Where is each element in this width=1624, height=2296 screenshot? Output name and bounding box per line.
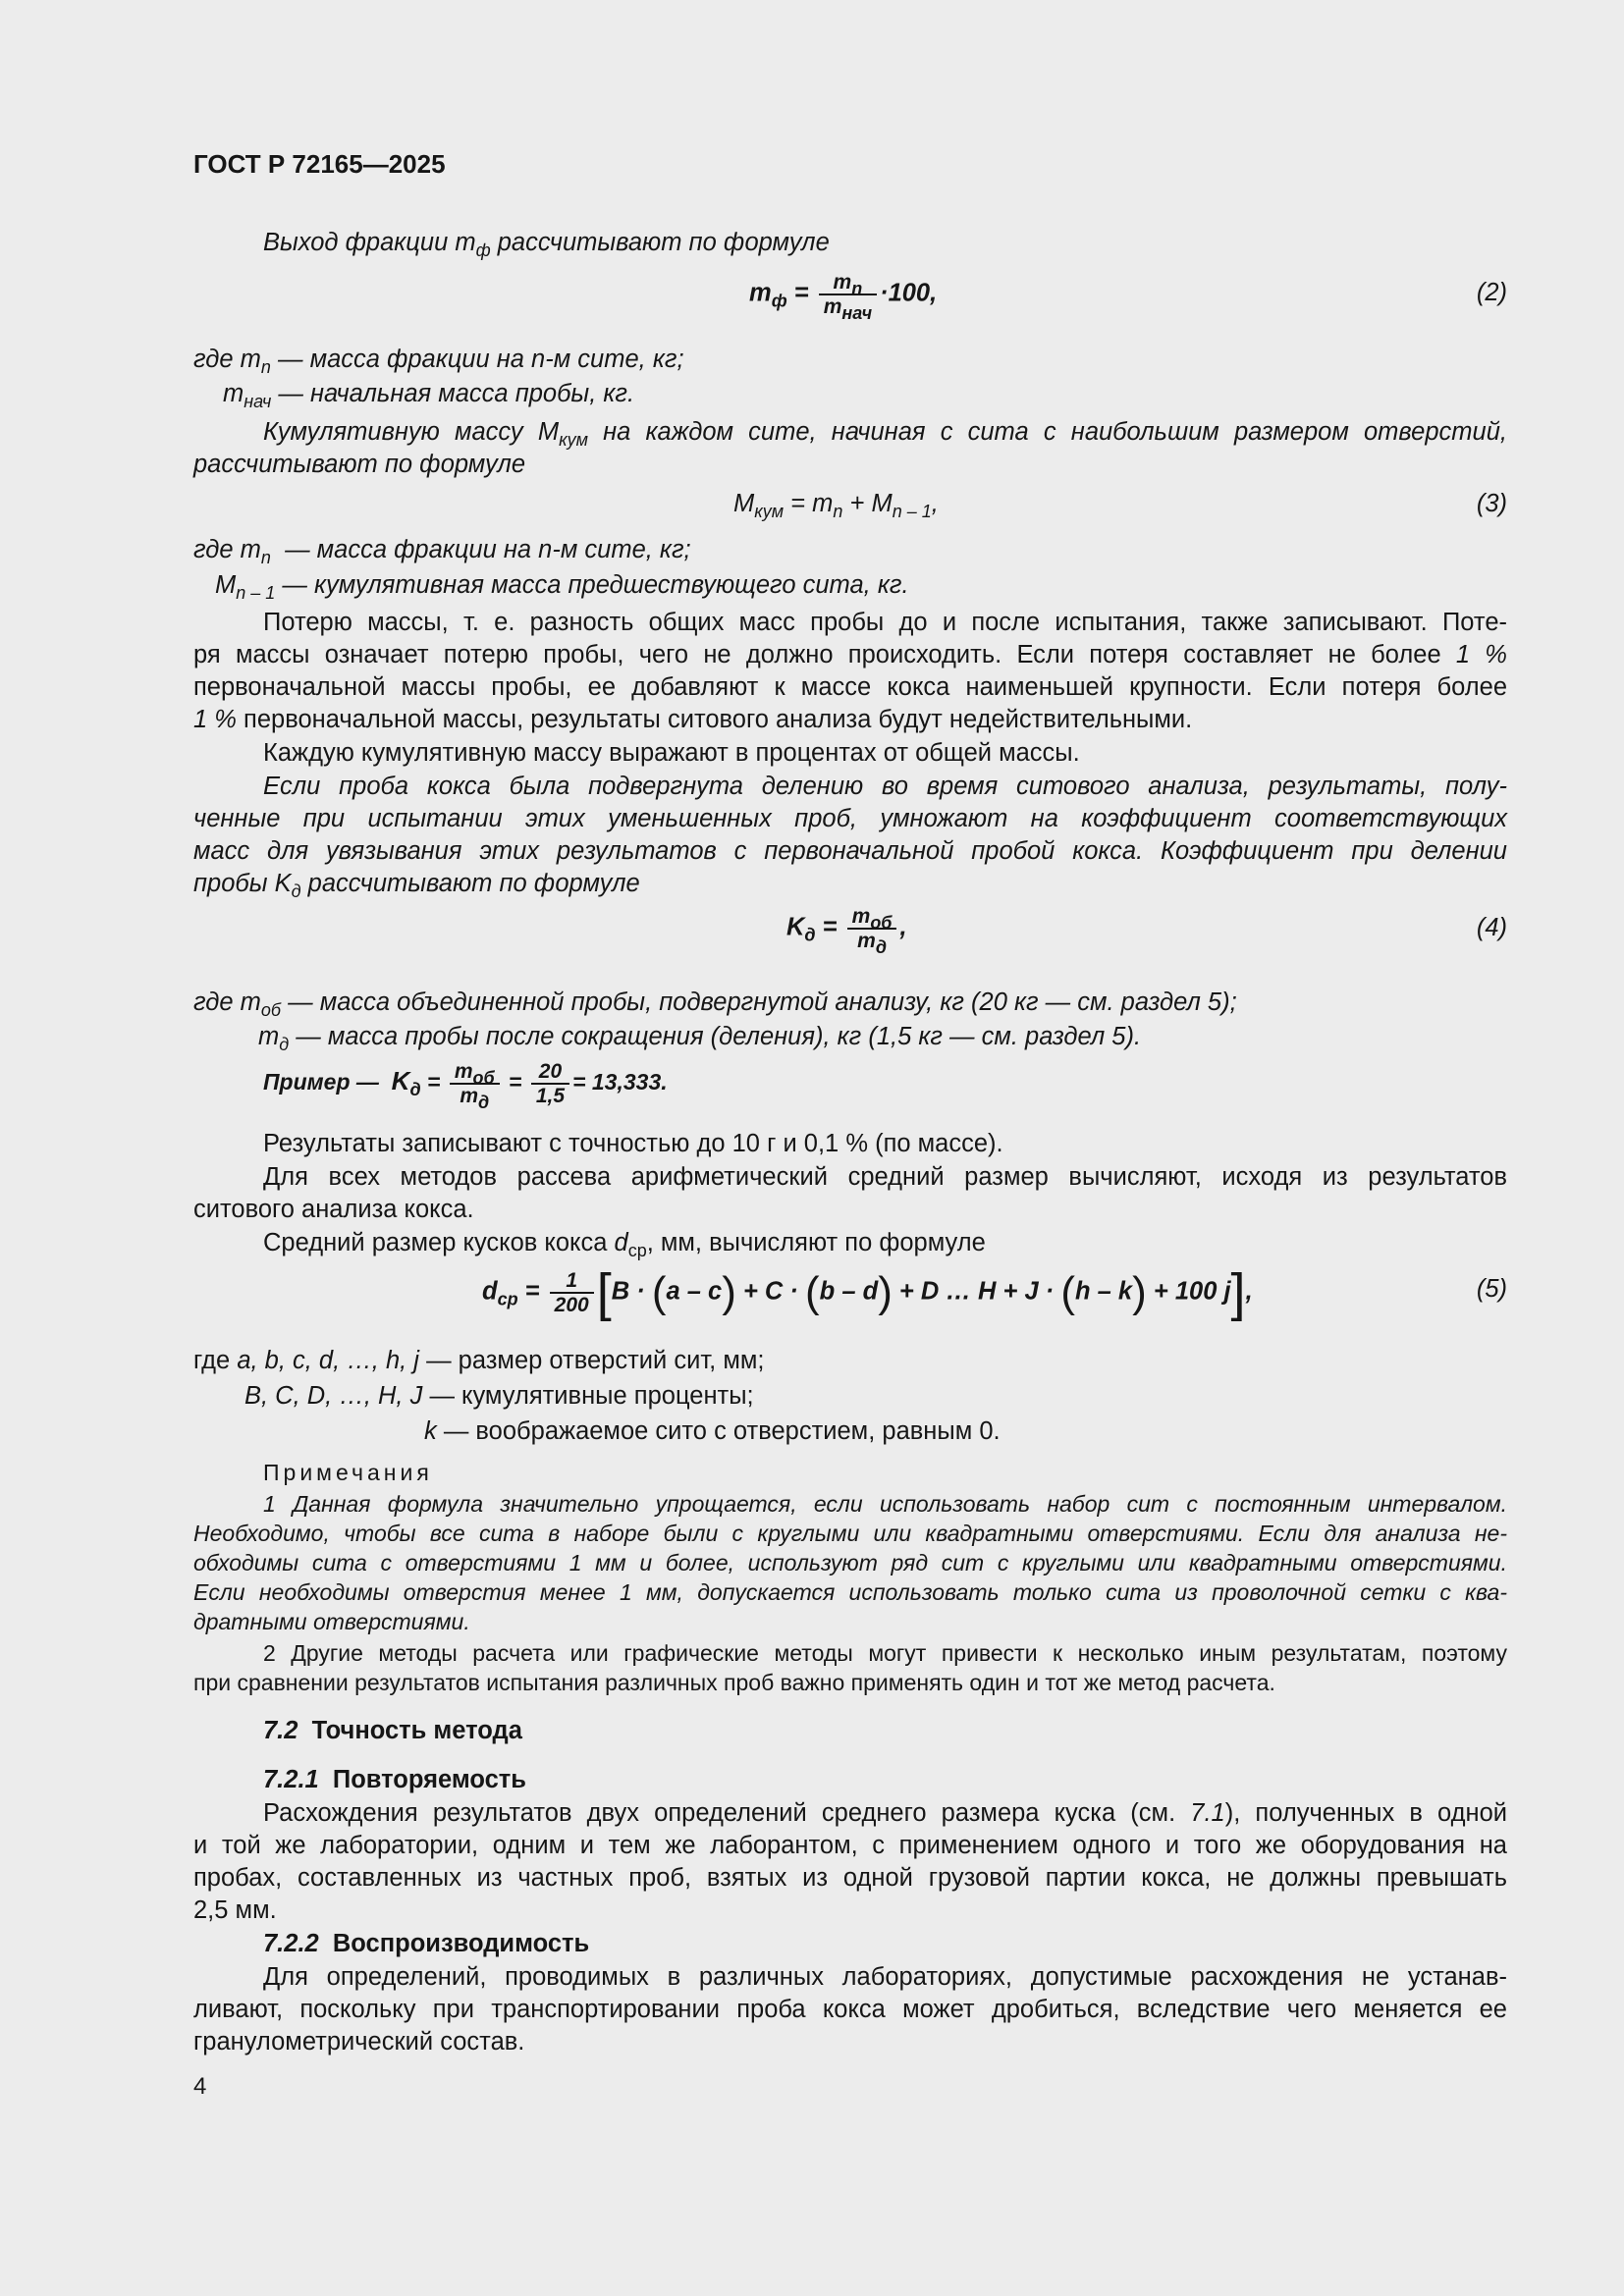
paragraph-reproducibility-2: ливают, поскольку при транспортировании проба кокса может дробиться, вследствие чего меняется ее <box>193 1996 1507 2023</box>
fraction-mob-over-md: $\frac{m_{об}}{m_д}$ <box>847 905 897 952</box>
equation-number-5: (5) <box>1476 1275 1507 1303</box>
equation-2: $m_ф$ = $\frac{m_n}{m_{нач}}$ ·100, <box>749 271 938 323</box>
definition-cumulative-percents: B, C, D, …, H, J — кумулятивные проценты; <box>244 1382 754 1410</box>
example-calculation: Пример — $K_д$ = $\frac{m_{об}}{m_д}$ = $\frac{20}{1,5}$ = 13,333. <box>263 1060 668 1112</box>
paragraph-division-4: пробы $K_д$ рассчитывают по формуле <box>193 870 640 901</box>
equation-4: $K_д$ = $\frac{m_{об}}{m_д}$ , <box>786 905 907 957</box>
page-number: 4 <box>193 2073 207 2100</box>
section-7-2-1-heading: 7.2.1 Повторяемость <box>263 1766 526 1793</box>
fraction-example-symbols: $\frac{m_{об}}{m_д}$ <box>450 1060 500 1107</box>
paragraph-results-precision: Результаты записывают с точностью до 10 г и 0,1 % (по массе). <box>263 1130 1003 1157</box>
section-7-2-heading: 7.2 Точность метода <box>263 1717 522 1744</box>
fraction-one-over-200: $\frac{1}{200}$ <box>550 1269 594 1316</box>
equation-number-2: (2) <box>1476 279 1507 306</box>
equation-number-4: (4) <box>1476 914 1507 941</box>
note-1-line-2: Необходимо, чтобы все сита в наборе были с круглыми или квадратными отверстиями. Если для анализа не- <box>193 1521 1507 1546</box>
definition-mnach: $m_{нач}$ — начальная масса пробы, кг. <box>223 380 635 411</box>
note-2-line-1: 2 Другие методы расчета или графические методы могут привести к несколько иным результатам, поэтому <box>263 1640 1507 1666</box>
equation-number-3: (3) <box>1476 490 1507 517</box>
note-2-line-2: при сравнении результатов испытания различных проб важно применять один и тот же метод расчета. <box>193 1670 1275 1695</box>
document-page <box>193 0 1507 2296</box>
paragraph-repeatability-2: и той же лаборатории, одним и тем же лаборантом, с применением одного и того же оборудования на <box>193 1832 1507 1859</box>
paragraph-mass-loss-4: 1 % первоначальной массы, результаты ситового анализа будут недействительными. <box>193 706 1193 733</box>
paragraph-repeatability-4: 2,5 мм. <box>193 1896 277 1924</box>
equation-5: $d_{ср}$ = $\frac{1}{200}$ [B · (a – c) + C · (b – d) + D … H + J · (h – k) + 100 j], <box>482 1263 1253 1322</box>
definition-mob: где $m_{об}$ — масса объединенной пробы, подвергнутой анализу, кг (20 кг — см. раздел 5); <box>193 988 1237 1020</box>
document-header-id: ГОСТ Р 72165—2025 <box>193 149 446 179</box>
paragraph-fraction-yield-intro: Выход фракции $m_ф$ рассчитывают по формуле <box>263 229 830 260</box>
paragraph-reproducibility-3: гранулометрический состав. <box>193 2028 525 2056</box>
paragraph-mass-loss-1: Потерю массы, т. е. разность общих масс пробы до и после испытания, также записывают. Поте- <box>263 609 1507 636</box>
notes-title: Примечания <box>263 1460 433 1485</box>
definition-sieve-openings: где a, b, c, d, …, h, j — размер отверстий сит, мм; <box>193 1347 765 1374</box>
paragraph-repeatability-3: пробах, составленных из частных проб, взятых из одной грузовой партии кокса, не должны превышать <box>193 1864 1507 1892</box>
paragraph-reproducibility-1: Для определений, проводимых в различных лабораториях, допустимые расхождения не устанав- <box>263 1963 1507 1991</box>
paragraph-cumulative-intro-cont: рассчитывают по формуле <box>193 451 526 478</box>
paragraph-division-3: масс для увязывания этих результатов с первоначальной пробой кокса. Коэффициент при делении <box>193 837 1507 865</box>
paragraph-repeatability-1: Расхождения результатов двух определений среднего размера куска (см. 7.1), полученных в одной <box>263 1799 1508 1827</box>
paragraph-mean-size-intro: Средний размер кусков кокса $d_{ср}$, мм, вычисляют по формуле <box>263 1229 986 1260</box>
paragraph-mass-loss-3: первоначальной массы пробы, ее добавляют к массе кокса наименьшей крупности. Если потеря более <box>193 673 1507 701</box>
definition-mn-2: где $m_n$ — масса фракции на n-м сите, кг; <box>193 536 691 567</box>
note-1-line-4: Если необходимы отверстия менее 1 мм, допускается использовать только сита из проволочной сетки с ква- <box>193 1579 1507 1605</box>
note-1-line-1: 1 Данная формула значительно упрощается, если использовать набор сит с постоянным интервалом. <box>263 1491 1507 1517</box>
paragraph-mass-loss-2: ря массы означает потерю пробы, чего не должно происходить. Если потеря составляет не более 1 % <box>193 641 1507 668</box>
paragraph-division-2: ченные при испытании этих уменьшенных проб, умножают на коэффициент соответствующих <box>193 805 1507 832</box>
paragraph-all-methods-1: Для всех методов рассева арифметический средний размер вычисляют, исходя из результатов <box>263 1163 1507 1191</box>
paragraph-all-methods-2: ситового анализа кокса. <box>193 1196 474 1223</box>
note-1-line-5: дратными отверстиями. <box>193 1609 470 1634</box>
fraction-mn-over-mnach: $\frac{m_n}{m_{нач}}$ <box>819 271 877 318</box>
definition-md: $m_д$ — масса пробы после сокращения (деления), кг (1,5 кг — см. раздел 5). <box>258 1023 1142 1054</box>
definition-imaginary-sieve: k — воображаемое сито с отверстием, равным 0. <box>424 1417 1001 1445</box>
paragraph-cumulative-intro: Кумулятивную массу $M_{кум}$ на каждом сите, начиная с сита с наибольшим размером отверстий, <box>263 418 1507 450</box>
paragraph-cumulative-percent: Каждую кумулятивную массу выражают в процентах от общей массы. <box>263 739 1080 767</box>
equation-3: $M_{кум} = m_n + M_{n - 1}$, <box>733 490 939 521</box>
definition-mn: где $m_n$ — масса фракции на n-м сите, кг; <box>193 346 684 377</box>
fraction-example-values: $\frac{20}{1,5}$ <box>531 1060 569 1107</box>
paragraph-division-1: Если проба кокса была подвергнута делению во время ситового анализа, результаты, полу- <box>263 773 1507 800</box>
definition-mprev: $M_{n - 1}$ — кумулятивная масса предшествующего сита, кг. <box>215 571 909 603</box>
section-7-2-2-heading: 7.2.2 Воспроизводимость <box>263 1930 590 1957</box>
note-1-line-3: обходимы сита с отверстиями 1 мм и более, используют ряд сит с круглыми или квадратными отверстиями. <box>193 1550 1507 1575</box>
